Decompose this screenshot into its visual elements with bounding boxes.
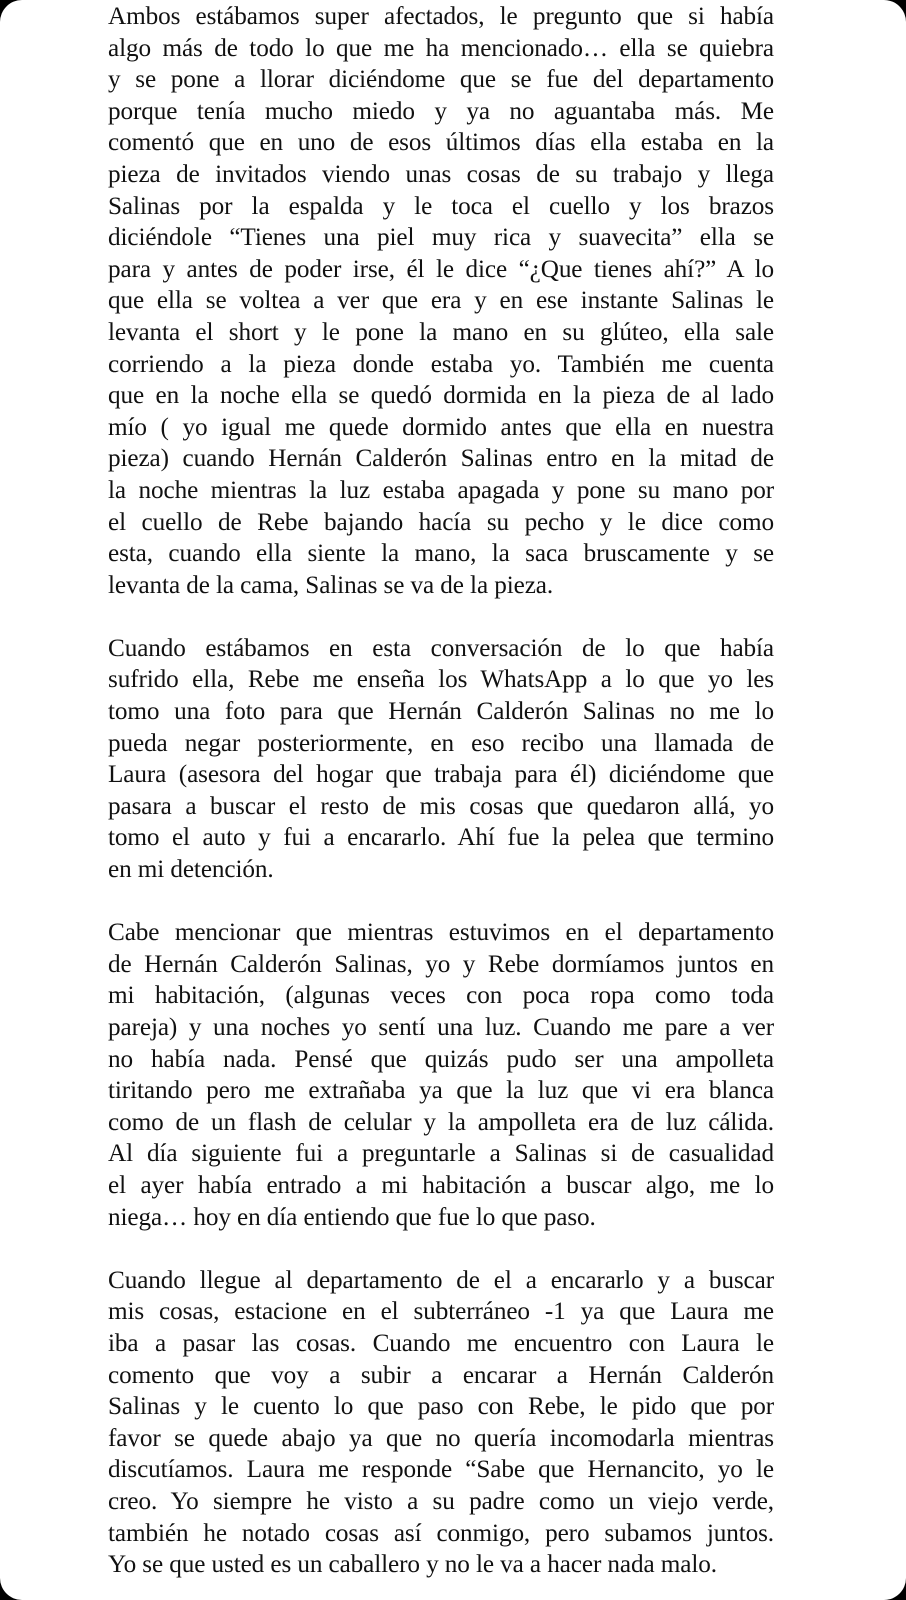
text-line: de Hernán Calderón Salinas, yo y Rebe dormíamos juntos en (108, 950, 774, 978)
text-line: pasara a buscar el resto de mis cosas que quedaron allá, yo (108, 792, 774, 820)
text-line: porque tenía mucho miedo y ya no aguantaba más. Me (108, 97, 774, 125)
text-line: y se pone a llorar diciéndome que se fue del departamento (108, 66, 774, 94)
paragraph (108, 917, 774, 1233)
text-line: algo más de todo lo que me ha mencionado… ella se quiebra (108, 34, 774, 62)
text-line: pieza de invitados viendo unas cosas de su trabajo y llega (108, 160, 774, 188)
text-line: mío ( yo igual me quede dormido antes que ella en nuestra (108, 413, 774, 441)
text-line: pareja) y una noches yo sentí una luz. Cuando me pare a ver (108, 1014, 774, 1041)
text-line: como de un flash de celular y la ampolleta era de luz cálida. (108, 1108, 774, 1136)
paragraph (108, 633, 774, 886)
text-line: Salinas por la espalda y le toca el cuello y los brazos (108, 192, 774, 220)
text-line: Ambos estábamos super afectados, le pregunto que si había (108, 3, 774, 30)
text-line: tomo una foto para que Hernán Calderón Salinas no me lo (108, 698, 774, 726)
paragraph (108, 1, 774, 601)
text-line: niega… hoy en día entiendo que fue lo que paso. (108, 1203, 596, 1231)
paragraph (108, 1265, 774, 1581)
text-line: sufrido ella, Rebe me enseña los WhatsApp a lo que yo les (108, 666, 774, 694)
text-line: mis cosas, estacione en el subterráneo -1 ya que Laura me (108, 1298, 774, 1326)
text-line: comentó que en uno de esos últimos días ella estaba en la (108, 129, 774, 157)
text-line: discutíamos. Laura me responde “Sabe que Hernancito, yo le (108, 1456, 774, 1484)
text-line: también he notado cosas así conmigo, pero subamos juntos. (108, 1519, 774, 1547)
text-line: tomo el auto y fui a encararlo. Ahí fue la pelea que termino (108, 824, 774, 852)
text-line: la noche mientras la luz estaba apagada y pone su mano por (108, 476, 774, 504)
text-line: que en la noche ella se quedó dormida en la pieza de al lado (108, 382, 774, 410)
text-line: Salinas y le cuento lo que paso con Rebe, le pido que por (108, 1393, 774, 1421)
text-line: Al día siguiente fui a preguntarle a Salinas si de casualidad (108, 1140, 774, 1168)
text-line: Yo se que usted es un caballero y no le va a hacer nada malo. (108, 1551, 717, 1579)
text-line: pieza) cuando Hernán Calderón Salinas entro en la mitad de (108, 445, 774, 473)
text-line: esta, cuando ella siente la mano, la saca bruscamente y se (108, 540, 774, 568)
text-line: Cuando llegue al departamento de el a encararlo y a buscar (108, 1266, 774, 1294)
text-line: levanta de la cama, Salinas se va de la pieza. (108, 571, 554, 599)
text-line: Laura (asesora del hogar que trabaja para él) diciéndome que (108, 761, 774, 789)
text-line: creo. Yo siempre he visto a su padre como un viejo verde, (108, 1487, 774, 1515)
text-line: mi habitación, (algunas veces con poca ropa como toda (108, 982, 774, 1010)
text-line: corriendo a la pieza donde estaba yo. También me cuenta (108, 350, 774, 378)
text-line: diciéndole “Tienes una piel muy rica y suavecita” ella se (108, 224, 774, 252)
text-line: levanta el short y le pone la mano en su glúteo, ella sale (108, 318, 774, 346)
text-line: que ella se voltea a ver que era y en ese instante Salinas le (108, 287, 774, 315)
text-line: favor se quede abajo ya que no quería incomodarla mientras (108, 1424, 774, 1452)
text-line: tiritando pero me extrañaba ya que la luz que vi era blanca (108, 1077, 774, 1105)
text-line: para y antes de poder irse, él le dice “¿Que tienes ahí?” A lo (108, 255, 774, 283)
text-line: el ayer había entrado a mi habitación a buscar algo, me lo (108, 1171, 774, 1199)
text-line: Cabe mencionar que mientras estuvimos en el departamento (108, 919, 774, 947)
text-line: en mi detención. (108, 856, 274, 884)
text-line: iba a pasar las cosas. Cuando me encuentro con Laura le (108, 1329, 774, 1357)
document-body (108, 1, 774, 1600)
text-line: comento que voy a subir a encarar a Hernán Calderón (108, 1361, 774, 1389)
text-line: el cuello de Rebe bajando hacía su pecho y le dice como (108, 508, 774, 536)
text-line: Cuando estábamos en esta conversación de lo que había (108, 634, 774, 662)
text-line: no había nada. Pensé que quizás pudo ser una ampolleta (108, 1045, 774, 1073)
text-line: pueda negar posteriormente, en eso recibo una llamada de (108, 729, 774, 757)
